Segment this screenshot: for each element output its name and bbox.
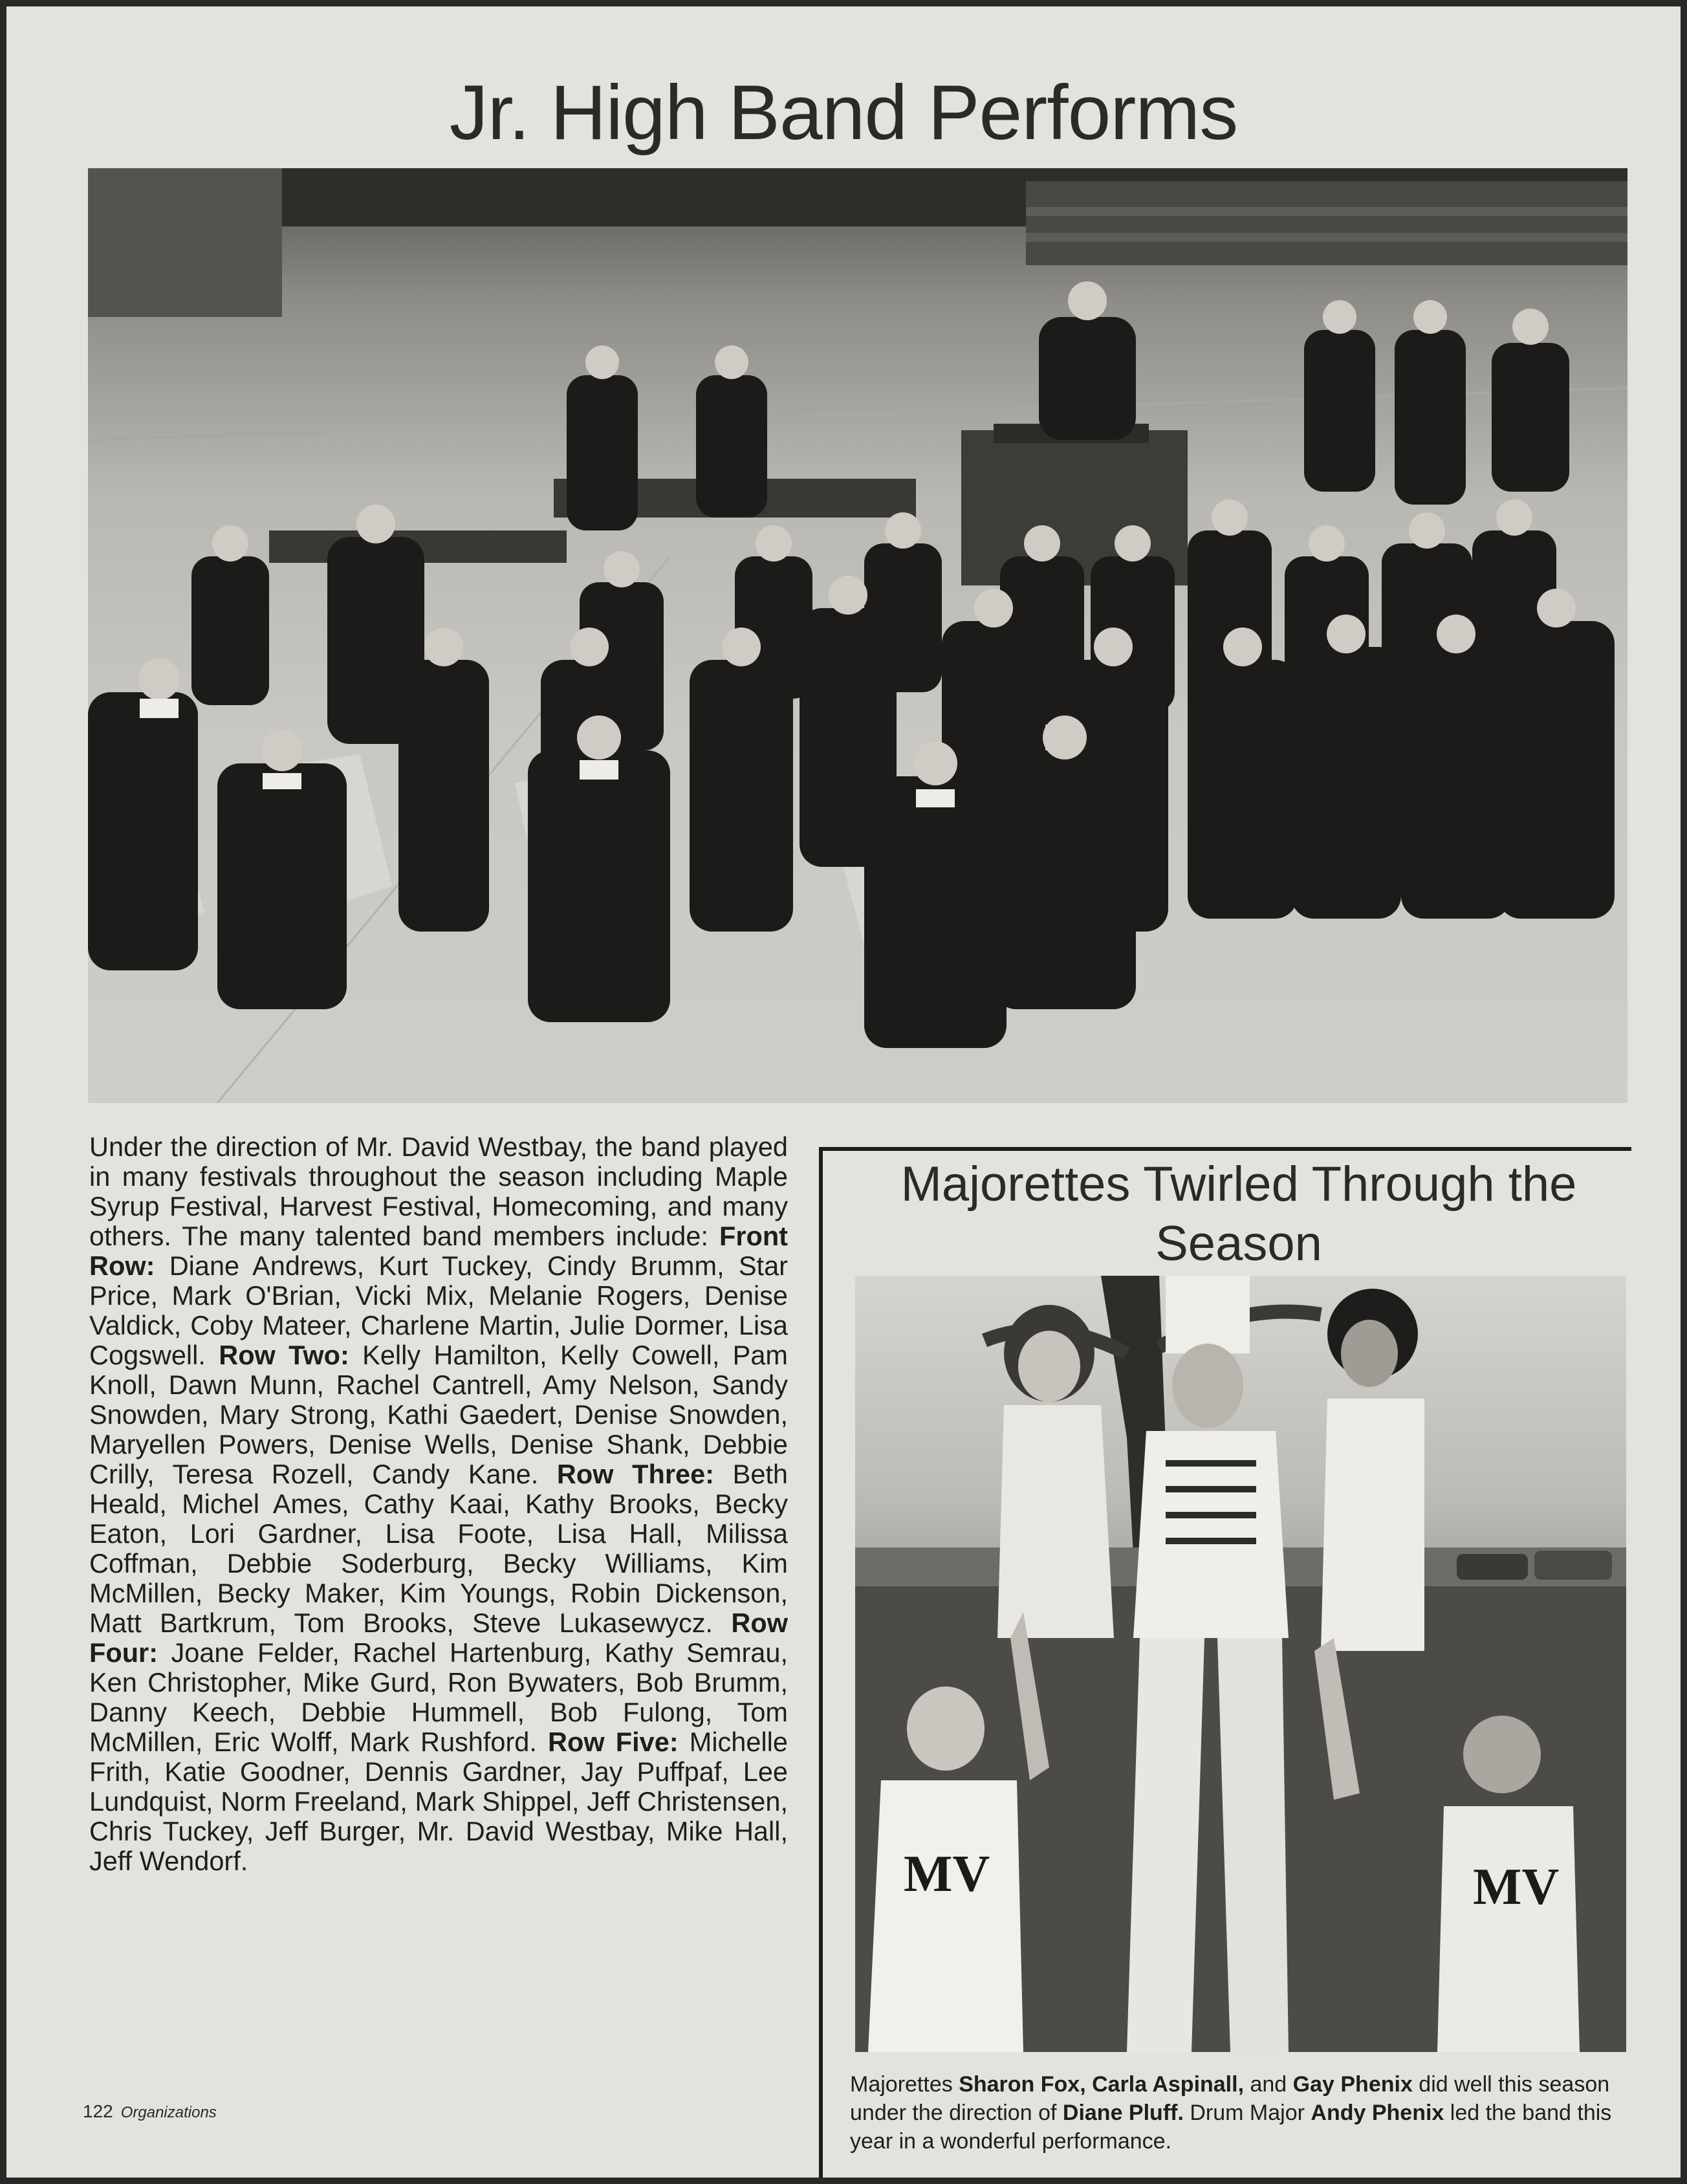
caption-part: Diane Pluff. [1062, 2101, 1184, 2125]
band-article-text [89, 1132, 788, 1876]
yearbook-page [6, 6, 1681, 2178]
caption-part: Gay Phenix [1292, 2072, 1413, 2097]
caption-part: did well this season under the direction of [850, 2072, 1610, 2125]
caption-part: and [1244, 2072, 1293, 2097]
row-names-two: Kelly Hamilton, Kelly Cowell, Pam Knoll, Dawn Munn, Rachel Cantrell, Amy Nelson, Sandy Snowden, Mary Strong, Kathi Gaedert, Denise Snowden, Maryellen Powers, Denise Wells, Denise Shank, Debbie Crilly, Teresa Rozell, Candy Kane. [89, 1340, 788, 1489]
row-names-three: Beth Heald, Michel Ames, Cathy Kaai, Kathy Brooks, Becky Eaton, Lori Gardner, Lisa Foote, Lisa Hall, Milissa Coffman, Debbie Soderburg, Becky Williams, Kim McMillen, Becky Maker, Kim Youngs, Robin Dickenson, Matt Bartkrum, Tom Brooks, Steve Lukasewycz. [89, 1459, 789, 1638]
caption-part: Majorettes [850, 2072, 959, 2097]
band-group-photo [88, 168, 1627, 1103]
caption-part: Andy Phenix [1311, 2101, 1444, 2125]
majorettes-frame-top [823, 1147, 1631, 1151]
row-label-front: Front Row: [89, 1221, 788, 1281]
page-folio [83, 2101, 217, 2122]
caption-part: Sharon Fox, Carla Aspinall, [959, 2072, 1245, 2097]
row-label-three: Row Three: [556, 1459, 714, 1489]
row-names-five: Michelle Frith, Katie Goodner, Dennis Gardner, Jay Puffpaf, Lee Lundquist, Norm Freeland, Mark Shippel, Jeff Christensen, Chris Tuckey, Jeff Burger, Mr. David Westbay, Mike Hall, Jeff Wendorf. [89, 1727, 788, 1876]
page-title: Jr. High Band Performs [449, 69, 1238, 156]
page-number: 122 [83, 2101, 113, 2121]
row-label-four: Row Four: [89, 1608, 788, 1668]
uniform-letters-right: MV [1473, 1859, 1560, 1916]
majorettes-caption [850, 2070, 1626, 2156]
majorettes-photo [855, 1276, 1626, 2052]
row-names-four: Joane Felder, Rachel Hartenburg, Kathy Semrau, Ken Christopher, Mike Gurd, Ron Bywaters, Bob Brumm, Danny Keech, Debbie Hummell, Bob Fulong, Tom McMillen, Eric Wolff, Mark Rushford. [89, 1637, 788, 1757]
caption-part: led the band this year in a wonderful performance. [850, 2101, 1612, 2154]
band-intro: Under the direction of Mr. David Westbay, the band played in many festivals throughout the season including Maple Syrup Festival, Harvest Festival, Homecoming, and many others. The many talented band members include: [89, 1131, 788, 1251]
section-name: Organizations [120, 2104, 217, 2121]
row-label-five: Row Five: [548, 1727, 679, 1757]
majorettes-title: Majorettes Twirled Through the Season [900, 1157, 1577, 1271]
uniform-letters-left: MV [904, 1846, 990, 1903]
row-names-front: Diane Andrews, Kurt Tuckey, Cindy Brumm, Star Price, Mark O'Brian, Vicki Mix, Melanie Rogers, Denise Valdick, Coby Mateer, Charlene Martin, Julie Dormer, Lisa Cogswell. [89, 1250, 788, 1370]
row-label-two: Row Two: [219, 1340, 349, 1370]
caption-part: Drum Major [1183, 2101, 1311, 2125]
majorettes-frame-left [819, 1147, 823, 2178]
